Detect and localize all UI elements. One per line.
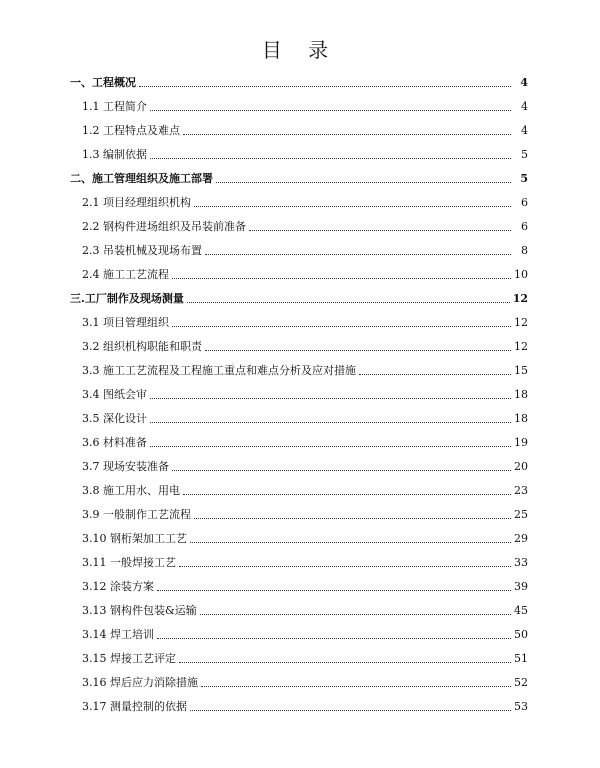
toc-entry-page-number: 50 (514, 628, 528, 641)
dot-leader (150, 421, 511, 423)
toc-entry-page-number: 4 (521, 124, 528, 137)
toc-chapter-entry[interactable] (70, 162, 528, 186)
dot-leader (157, 637, 511, 639)
dot-leader (150, 109, 511, 111)
toc-entry-page-number: 53 (514, 700, 528, 713)
toc-entry-page-number: 19 (514, 436, 528, 449)
dot-leader (201, 685, 511, 687)
toc-entry-label: 3.14 焊工培训 (82, 628, 154, 641)
dot-leader (172, 277, 511, 279)
toc-entry-page-number: 39 (514, 580, 528, 593)
toc-entry-page-number: 51 (514, 652, 528, 665)
dot-leader (172, 325, 511, 327)
toc-section-entry[interactable] (70, 594, 528, 618)
dot-leader (179, 661, 511, 663)
table-of-contents (70, 66, 528, 714)
toc-section-entry[interactable] (70, 330, 528, 354)
toc-section-entry[interactable] (70, 666, 528, 690)
toc-entry-label: 3.13 钢构件包装&运输 (82, 604, 197, 617)
toc-entry-label: 3.17 测量控制的依据 (82, 700, 187, 713)
toc-entry-label: 3.10 钢桁架加工工艺 (82, 532, 187, 545)
dot-leader (194, 205, 511, 207)
toc-chapter-entry[interactable] (70, 66, 528, 90)
toc-section-entry[interactable] (70, 546, 528, 570)
dot-leader (205, 253, 511, 255)
dot-leader (194, 517, 511, 519)
toc-entry-page-number: 8 (521, 244, 528, 257)
toc-entry-label: 2.2 钢构件进场组织及吊装前准备 (82, 220, 246, 233)
toc-entry-label: 3.7 现场安装准备 (82, 460, 169, 473)
dot-leader (139, 85, 511, 87)
dot-leader (172, 469, 511, 471)
toc-entry-label: 3.2 组织机构职能和职责 (82, 340, 202, 353)
dot-leader (190, 709, 511, 711)
dot-leader (190, 541, 511, 543)
toc-entry-label: 3.12 涂装方案 (82, 580, 154, 593)
toc-entry-page-number: 15 (514, 364, 528, 377)
toc-entry-page-number: 29 (514, 532, 528, 545)
toc-entry-page-number: 12 (514, 316, 528, 329)
toc-entry-label: 3.4 图纸会审 (82, 388, 147, 401)
toc-section-entry[interactable] (70, 210, 528, 234)
toc-entry-page-number: 52 (514, 676, 528, 689)
toc-section-entry[interactable] (70, 378, 528, 402)
toc-section-entry[interactable] (70, 186, 528, 210)
dot-leader (249, 229, 511, 231)
page-title: 目 录 (261, 38, 339, 62)
toc-section-entry[interactable] (70, 114, 528, 138)
toc-entry-label: 3.6 材料准备 (82, 436, 147, 449)
toc-entry-label: 二、施工管理组织及施工部署 (70, 172, 213, 185)
toc-entry-page-number: 12 (514, 340, 528, 353)
toc-section-entry[interactable] (70, 618, 528, 642)
toc-section-entry[interactable] (70, 522, 528, 546)
dot-leader (150, 445, 511, 447)
dot-leader (183, 493, 511, 495)
dot-leader (216, 181, 511, 183)
toc-entry-label: 2.3 吊装机械及现场布置 (82, 244, 202, 257)
dot-leader (150, 397, 511, 399)
toc-entry-label: 三.工厂制作及现场测量 (70, 292, 184, 305)
toc-entry-page-number: 10 (514, 268, 528, 281)
toc-entry-page-number: 20 (514, 460, 528, 473)
toc-section-entry[interactable] (70, 90, 528, 114)
toc-section-entry[interactable] (70, 642, 528, 666)
toc-entry-page-number: 45 (514, 604, 528, 617)
toc-entry-label: 3.11 一般焊接工艺 (82, 556, 176, 569)
toc-section-entry[interactable] (70, 690, 528, 714)
toc-entry-label: 3.16 焊后应力消除措施 (82, 676, 198, 689)
toc-entry-label: 2.1 项目经理组织机构 (82, 196, 191, 209)
toc-chapter-entry[interactable] (70, 282, 528, 306)
toc-section-entry[interactable] (70, 354, 528, 378)
dot-leader (205, 349, 511, 351)
toc-section-entry[interactable] (70, 426, 528, 450)
dot-leader (200, 613, 511, 615)
toc-entry-page-number: 5 (520, 172, 528, 185)
toc-entry-page-number: 23 (514, 484, 528, 497)
dot-leader (179, 565, 511, 567)
dot-leader (150, 157, 511, 159)
dot-leader (187, 301, 510, 303)
toc-entry-page-number: 18 (514, 412, 528, 425)
toc-entry-label: 1.2 工程特点及难点 (82, 124, 180, 137)
toc-section-entry[interactable] (70, 450, 528, 474)
dot-leader (359, 373, 511, 375)
toc-entry-page-number: 4 (521, 100, 528, 113)
toc-section-entry[interactable] (70, 258, 528, 282)
dot-leader (157, 589, 511, 591)
toc-entry-label: 3.9 一般制作工艺流程 (82, 508, 191, 521)
toc-entry-page-number: 5 (521, 148, 528, 161)
toc-entry-label: 3.15 焊接工艺评定 (82, 652, 176, 665)
toc-section-entry[interactable] (70, 306, 528, 330)
toc-section-entry[interactable] (70, 138, 528, 162)
dot-leader (183, 133, 511, 135)
toc-entry-page-number: 6 (521, 220, 528, 233)
toc-section-entry[interactable] (70, 402, 528, 426)
toc-entry-label: 1.1 工程简介 (82, 100, 147, 113)
toc-entry-page-number: 4 (520, 76, 528, 89)
toc-section-entry[interactable] (70, 498, 528, 522)
toc-entry-page-number: 25 (514, 508, 528, 521)
toc-section-entry[interactable] (70, 570, 528, 594)
toc-section-entry[interactable] (70, 474, 528, 498)
toc-entry-label: 3.5 深化设计 (82, 412, 147, 425)
toc-entry-page-number: 6 (521, 196, 528, 209)
toc-entry-label: 3.8 施工用水、用电 (82, 484, 180, 497)
toc-entry-label: 2.4 施工工艺流程 (82, 268, 169, 281)
toc-entry-label: 3.3 施工工艺流程及工程施工重点和难点分析及应对措施 (82, 364, 356, 377)
toc-section-entry[interactable] (70, 234, 528, 258)
toc-entry-page-number: 12 (512, 292, 528, 305)
toc-entry-label: 一、工程概况 (70, 76, 136, 89)
toc-entry-label: 1.3 编制依据 (82, 148, 147, 161)
toc-entry-label: 3.1 项目管理组织 (82, 316, 169, 329)
toc-entry-page-number: 18 (514, 388, 528, 401)
toc-entry-page-number: 33 (514, 556, 528, 569)
